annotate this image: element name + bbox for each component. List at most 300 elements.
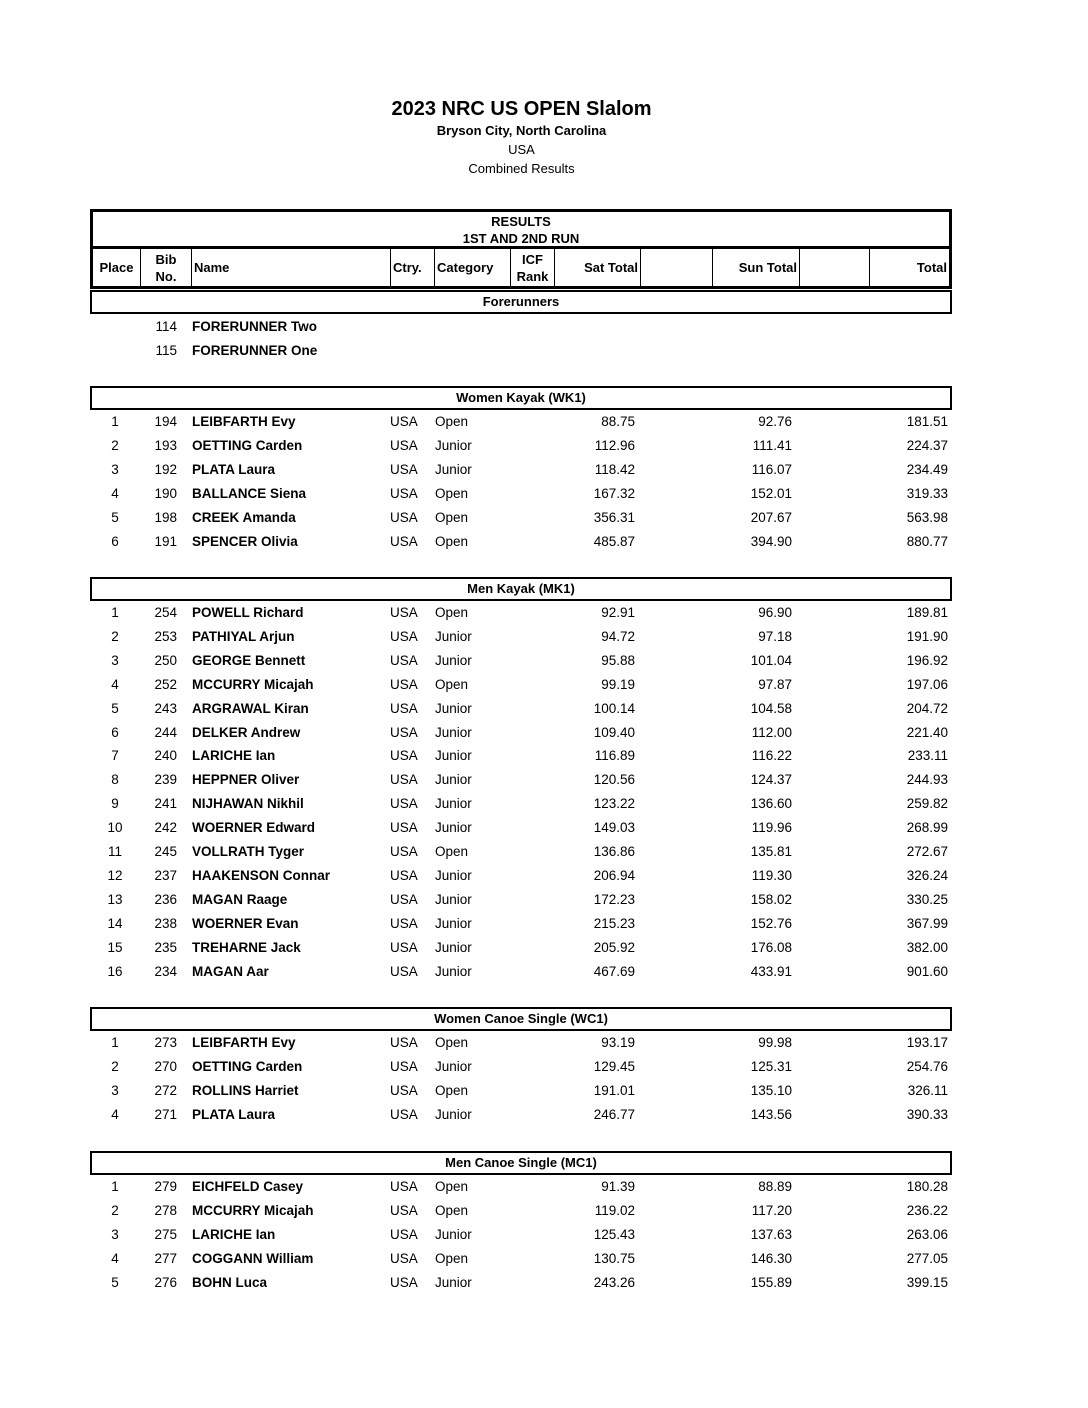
result-row — [90, 1080, 952, 1104]
athlete-name: OETTING Carden — [192, 437, 303, 453]
bib-number: 241 — [154, 796, 177, 812]
sun-total: 96.90 — [758, 605, 792, 620]
place: 12 — [107, 867, 123, 883]
sun-total: 99.98 — [758, 1035, 792, 1050]
sat-total: 206.94 — [593, 867, 635, 883]
country: USA — [390, 414, 418, 429]
athlete-name: FORERUNNER Two — [192, 319, 317, 334]
place: 2 — [111, 628, 119, 644]
place: 4 — [111, 1106, 119, 1122]
combined-total: 901.60 — [906, 963, 948, 979]
combined-total: 221.40 — [906, 724, 948, 740]
result-row — [90, 937, 952, 961]
bib-number: 254 — [154, 605, 177, 620]
sat-total: 205.92 — [593, 939, 635, 955]
sat-total: 167.32 — [593, 485, 635, 501]
place: 5 — [111, 1274, 119, 1290]
sun-total: 104.58 — [750, 700, 792, 716]
bib-number: 193 — [154, 437, 177, 453]
report-type: Combined Results — [468, 161, 575, 176]
sat-total: 91.39 — [601, 1179, 635, 1194]
sat-total: 191.01 — [593, 1082, 635, 1098]
place: 4 — [111, 676, 119, 692]
col-header-sun-total — [713, 249, 800, 286]
result-row — [90, 459, 952, 483]
country: USA — [390, 915, 418, 931]
result-row — [90, 1272, 952, 1296]
combined-total: 272.67 — [906, 844, 948, 859]
category: Junior — [435, 867, 472, 883]
result-row — [90, 722, 952, 746]
place: 1 — [111, 1179, 119, 1194]
place: 10 — [107, 820, 123, 836]
bib-number: 194 — [154, 414, 177, 429]
category: Junior — [435, 437, 472, 453]
category: Junior — [435, 939, 472, 955]
place: 4 — [111, 1250, 119, 1266]
col-header-ctry-label: Ctry. — [393, 260, 422, 275]
sat-total: 246.77 — [593, 1106, 635, 1122]
combined-total: 234.49 — [906, 461, 948, 477]
col-header-bib-line1: Bib — [155, 251, 177, 267]
results-banner-line1: RESULTS — [491, 214, 551, 229]
col-header-blank-1 — [641, 249, 713, 286]
combined-total: 277.05 — [906, 1250, 948, 1266]
category: Junior — [435, 1274, 472, 1290]
sun-total: 97.87 — [758, 676, 792, 692]
place: 3 — [111, 652, 119, 668]
category: Open — [435, 1250, 469, 1266]
place: 5 — [111, 700, 119, 716]
result-row — [90, 913, 952, 937]
result-row — [90, 1200, 952, 1224]
result-row — [90, 769, 952, 793]
result-row — [90, 1248, 952, 1272]
sun-total: 155.89 — [750, 1274, 792, 1290]
combined-total: 254.76 — [906, 1058, 948, 1074]
bib-number: 243 — [154, 700, 177, 716]
bib-number: 253 — [154, 628, 177, 644]
combined-total: 181.51 — [906, 414, 948, 429]
sun-total: 176.08 — [750, 939, 792, 955]
section-header — [90, 577, 952, 601]
result-row — [90, 1224, 952, 1248]
place: 2 — [111, 1202, 119, 1218]
combined-total: 180.28 — [906, 1179, 948, 1194]
combined-total: 399.15 — [906, 1274, 948, 1290]
bib-number: 275 — [154, 1226, 177, 1242]
country: USA — [390, 533, 418, 549]
category: Open — [435, 1082, 469, 1098]
combined-total: 326.24 — [906, 867, 948, 883]
col-header-place — [93, 249, 141, 286]
section-header — [90, 386, 952, 410]
bib-number: 237 — [154, 867, 177, 883]
place: 6 — [111, 533, 119, 549]
bib-number: 242 — [154, 820, 177, 836]
bib-number: 234 — [154, 963, 177, 979]
bib-number: 270 — [154, 1058, 177, 1074]
category: Open — [435, 533, 469, 549]
bib-number: 115 — [155, 343, 177, 358]
bib-number: 191 — [154, 533, 177, 549]
category: Open — [435, 676, 469, 692]
sat-total: 93.19 — [601, 1035, 635, 1050]
result-row — [90, 650, 952, 674]
combined-total: 330.25 — [906, 891, 948, 907]
sun-total: 135.10 — [750, 1082, 792, 1098]
place: 1 — [111, 1035, 119, 1050]
bib-number: 240 — [154, 748, 177, 764]
sun-total: 152.01 — [750, 485, 792, 501]
results-banner — [93, 212, 949, 249]
combined-total: 259.82 — [906, 796, 948, 812]
sun-total: 152.76 — [750, 915, 792, 931]
col-header-sat-total-label: Sat Total — [584, 260, 638, 275]
result-row — [90, 1056, 952, 1080]
place: 2 — [111, 437, 119, 453]
country: USA — [390, 963, 418, 979]
category: Open — [435, 844, 469, 859]
athlete-name: COGGANN William — [192, 1250, 314, 1266]
athlete-name: PLATA Laura — [192, 1106, 276, 1122]
result-row — [90, 435, 952, 459]
col-header-category — [435, 249, 511, 286]
col-header-category-label: Category — [437, 260, 494, 275]
combined-total: 197.06 — [906, 676, 948, 692]
country: USA — [390, 1274, 418, 1290]
athlete-name: TREHARNE Jack — [192, 939, 301, 955]
place: 3 — [111, 1226, 119, 1242]
sun-total: 125.31 — [750, 1058, 792, 1074]
sat-total: 149.03 — [593, 820, 635, 836]
country: USA — [390, 867, 418, 883]
athlete-name: LEIBFARTH Evy — [192, 1035, 296, 1050]
category: Open — [435, 605, 469, 620]
country: USA — [390, 748, 418, 764]
col-header-sun-total-label: Sun Total — [738, 260, 797, 275]
col-header-icf-rank — [511, 249, 555, 286]
combined-total: 233.11 — [907, 748, 948, 764]
athlete-name: DELKER Andrew — [192, 724, 301, 740]
place: 8 — [111, 772, 119, 788]
column-headers — [93, 249, 949, 286]
place: 16 — [107, 963, 123, 979]
combined-total: 204.72 — [906, 700, 948, 716]
col-header-total — [870, 249, 949, 286]
sat-total: 88.75 — [601, 414, 635, 429]
country: USA — [390, 1106, 418, 1122]
athlete-name: POWELL Richard — [192, 605, 304, 620]
country: USA — [390, 1226, 418, 1242]
country: USA — [390, 1179, 418, 1194]
place: 6 — [111, 724, 119, 740]
country: USA — [390, 844, 418, 859]
result-row — [90, 865, 952, 889]
bib-number: 272 — [154, 1082, 177, 1098]
sat-total: 130.75 — [593, 1250, 635, 1266]
sat-total: 119.02 — [594, 1202, 635, 1218]
athlete-name: LARICHE Ian — [192, 748, 276, 764]
sun-total: 112.00 — [751, 724, 792, 740]
event-country: USA — [508, 142, 535, 157]
sat-total: 112.96 — [594, 437, 635, 453]
sat-total: 467.69 — [593, 963, 635, 979]
country: USA — [390, 509, 418, 525]
result-row — [90, 1032, 952, 1056]
country: USA — [390, 724, 418, 740]
sun-total: 124.37 — [750, 772, 792, 788]
country: USA — [390, 1082, 418, 1098]
result-row — [90, 483, 952, 507]
results-table-header — [90, 209, 952, 289]
category: Open — [435, 485, 469, 501]
athlete-name: PLATA Laura — [192, 461, 276, 477]
col-header-icf-line2: Rank — [516, 268, 549, 284]
section-header — [90, 1007, 952, 1031]
category: Junior — [435, 652, 472, 668]
place: 13 — [107, 891, 123, 907]
result-row — [90, 626, 952, 650]
country: USA — [390, 891, 418, 907]
athlete-name: BALLANCE Siena — [192, 485, 307, 501]
bib-number: 250 — [154, 652, 177, 668]
athlete-name: MCCURRY Micajah — [192, 1202, 314, 1218]
bib-number: 276 — [154, 1274, 177, 1290]
bib-number: 192 — [154, 461, 177, 477]
place: 4 — [111, 485, 119, 501]
sat-total: 123.22 — [593, 796, 635, 812]
sat-total: 136.86 — [593, 844, 635, 859]
combined-total: 390.33 — [906, 1106, 948, 1122]
athlete-name: OETTING Carden — [192, 1058, 303, 1074]
section-header-forerunners — [90, 290, 952, 314]
sun-total: 119.30 — [751, 867, 792, 883]
result-row — [90, 889, 952, 913]
country: USA — [390, 652, 418, 668]
combined-total: 263.06 — [906, 1226, 948, 1242]
combined-total: 880.77 — [906, 533, 948, 549]
athlete-name: HAAKENSON Connar — [192, 867, 331, 883]
sun-total: 111.41 — [752, 437, 792, 453]
category: Junior — [435, 700, 472, 716]
category: Junior — [435, 1058, 472, 1074]
combined-total: 244.93 — [906, 772, 948, 788]
athlete-name: HEPPNER Oliver — [192, 772, 300, 788]
combined-total: 191.90 — [906, 628, 948, 644]
combined-total: 268.99 — [906, 820, 948, 836]
result-row — [90, 411, 952, 435]
result-row — [90, 745, 952, 769]
forerunner-row — [90, 340, 952, 364]
bib-number: 236 — [154, 891, 177, 907]
place: 3 — [111, 1082, 119, 1098]
section-title: Men Canoe Single (MC1) — [445, 1155, 597, 1170]
category: Junior — [435, 891, 472, 907]
athlete-name: LARICHE Ian — [192, 1226, 276, 1242]
sun-total: 117.20 — [751, 1202, 792, 1218]
category: Junior — [435, 1226, 472, 1242]
athlete-name: VOLLRATH Tyger — [192, 844, 305, 859]
sat-total: 99.19 — [601, 676, 635, 692]
result-row — [90, 817, 952, 841]
athlete-name: WOERNER Edward — [192, 820, 316, 836]
category: Junior — [435, 772, 472, 788]
country: USA — [390, 1035, 418, 1050]
category: Open — [435, 1035, 469, 1050]
result-row — [90, 1176, 952, 1200]
sat-total: 92.91 — [601, 605, 635, 620]
country: USA — [390, 1058, 418, 1074]
result-row — [90, 961, 952, 985]
combined-total: 367.99 — [906, 915, 948, 931]
combined-total: 236.22 — [906, 1202, 948, 1218]
combined-total: 193.17 — [906, 1035, 948, 1050]
place: 2 — [111, 1058, 119, 1074]
athlete-name: FORERUNNER One — [192, 343, 318, 358]
col-header-blank-2 — [800, 249, 870, 286]
sun-total: 146.30 — [750, 1250, 792, 1266]
place: 9 — [111, 796, 119, 812]
category: Open — [435, 1202, 469, 1218]
section-title: Forerunners — [482, 294, 560, 309]
result-row — [90, 1104, 952, 1128]
result-row — [90, 507, 952, 531]
sat-total: 125.43 — [593, 1226, 635, 1242]
category: Open — [435, 1179, 469, 1194]
athlete-name: CREEK Amanda — [192, 509, 296, 525]
sun-total: 158.02 — [750, 891, 792, 907]
sat-total: 485.87 — [593, 533, 635, 549]
sun-total: 207.67 — [750, 509, 792, 525]
place: 7 — [111, 748, 119, 764]
athlete-name: WOERNER Evan — [192, 915, 299, 931]
country: USA — [390, 628, 418, 644]
result-row — [90, 793, 952, 817]
sat-total: 129.45 — [593, 1058, 635, 1074]
col-header-name — [192, 249, 391, 286]
athlete-name: LEIBFARTH Evy — [192, 414, 296, 429]
result-row — [90, 531, 952, 555]
sun-total: 143.56 — [750, 1106, 792, 1122]
combined-total: 189.81 — [906, 605, 948, 620]
bib-number: 277 — [154, 1250, 177, 1266]
country: USA — [390, 939, 418, 955]
country: USA — [390, 1202, 418, 1218]
country: USA — [390, 820, 418, 836]
bib-number: 279 — [154, 1179, 177, 1194]
category: Junior — [435, 915, 472, 931]
bib-number: 278 — [154, 1202, 177, 1218]
section-title: Women Kayak (WK1) — [456, 390, 586, 405]
athlete-name: EICHFELD Casey — [192, 1179, 304, 1194]
category: Open — [435, 414, 469, 429]
country: USA — [390, 700, 418, 716]
country: USA — [390, 605, 418, 620]
athlete-name: ARGRAWAL Kiran — [192, 700, 309, 716]
sun-total: 92.76 — [758, 414, 792, 429]
sat-total: 94.72 — [601, 628, 635, 644]
category: Junior — [435, 628, 472, 644]
result-row — [90, 698, 952, 722]
bib-number: 190 — [154, 485, 177, 501]
category: Junior — [435, 748, 472, 764]
athlete-name: GEORGE Bennett — [192, 652, 306, 668]
sun-total: 101.04 — [750, 652, 792, 668]
col-header-icf-line1: ICF — [522, 251, 543, 267]
place: 5 — [111, 509, 119, 525]
sat-total: 100.14 — [593, 700, 635, 716]
sun-total: 433.91 — [750, 963, 792, 979]
sat-total: 116.89 — [594, 748, 635, 764]
section-title: Women Canoe Single (WC1) — [434, 1011, 608, 1026]
place: 11 — [107, 844, 122, 859]
col-header-name-label: Name — [194, 260, 230, 275]
sat-total: 120.56 — [593, 772, 635, 788]
sat-total: 118.42 — [594, 461, 635, 477]
athlete-name: MCCURRY Micajah — [192, 676, 314, 692]
place: 14 — [107, 915, 123, 931]
sat-total: 356.31 — [593, 509, 635, 525]
event-title: 2023 NRC US OPEN Slalom — [391, 98, 652, 120]
athlete-name: PATHIYAL Arjun — [192, 628, 295, 644]
country: USA — [390, 676, 418, 692]
combined-total: 563.98 — [906, 509, 948, 525]
sat-total: 215.23 — [593, 915, 635, 931]
athlete-name: BOHN Luca — [192, 1274, 268, 1290]
section-header — [90, 1151, 952, 1175]
country: USA — [390, 796, 418, 812]
place: 1 — [111, 414, 119, 429]
sun-total: 88.89 — [758, 1179, 792, 1194]
category: Junior — [435, 963, 472, 979]
bib-number: 245 — [154, 844, 177, 859]
country: USA — [390, 461, 418, 477]
bib-number: 273 — [154, 1035, 177, 1050]
sat-total: 109.40 — [593, 724, 635, 740]
bib-number: 235 — [154, 939, 177, 955]
category: Junior — [435, 796, 472, 812]
results-banner-line2: 1ST AND 2ND RUN — [462, 231, 580, 246]
combined-total: 224.37 — [906, 437, 948, 453]
category: Open — [435, 509, 469, 525]
place: 15 — [107, 939, 123, 955]
sun-total: 116.07 — [751, 461, 792, 477]
result-row — [90, 841, 952, 865]
event-location: Bryson City, North Carolina — [436, 123, 607, 138]
result-row — [90, 674, 952, 698]
section-title: Men Kayak (MK1) — [467, 581, 575, 596]
category: Junior — [435, 820, 472, 836]
country: USA — [390, 437, 418, 453]
sun-total: 137.63 — [750, 1226, 792, 1242]
athlete-name: ROLLINS Harriet — [192, 1082, 299, 1098]
sat-total: 95.88 — [601, 652, 635, 668]
sun-total: 394.90 — [750, 533, 792, 549]
country: USA — [390, 772, 418, 788]
col-header-sat-total — [555, 249, 641, 286]
category: Junior — [435, 1106, 472, 1122]
sat-total: 172.23 — [593, 891, 635, 907]
bib-number: 244 — [154, 724, 177, 740]
combined-total: 196.92 — [906, 652, 948, 668]
document-header — [0, 96, 1043, 178]
bib-number: 252 — [154, 676, 177, 692]
bib-number: 239 — [154, 772, 177, 788]
category: Junior — [435, 461, 472, 477]
country: USA — [390, 485, 418, 501]
country: USA — [390, 1250, 418, 1266]
